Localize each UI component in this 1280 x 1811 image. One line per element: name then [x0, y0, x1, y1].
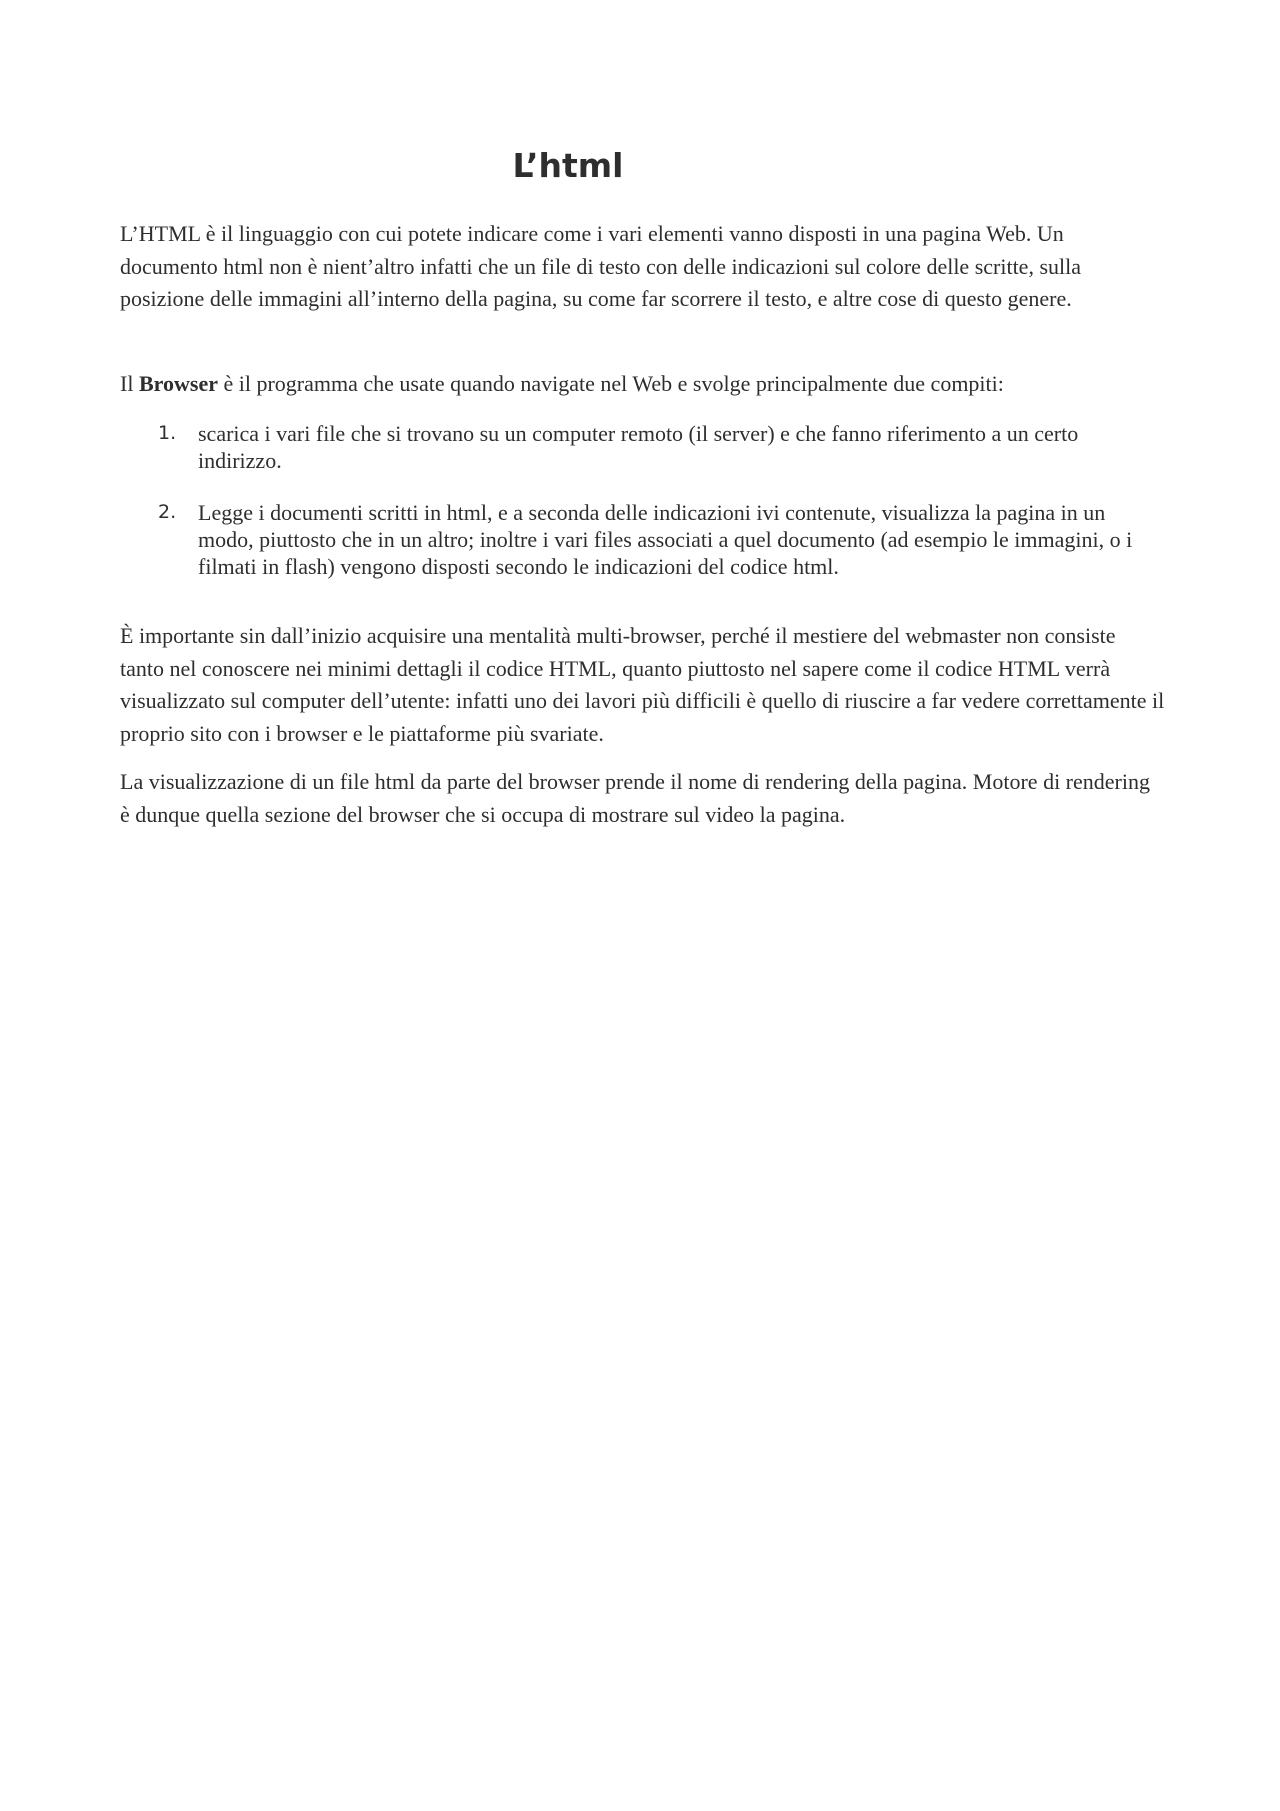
list-item-number: 2. [158, 501, 177, 523]
list-item-number: 1. [158, 422, 177, 444]
page-title: L’html [512, 146, 624, 185]
browser-tasks-list [120, 420, 1165, 580]
multi-browser-paragraph: È importante sin dall’inizio acquisire una mentalità multi-browser, perché il mestiere del webmaster non consiste tanto nel conoscere nei minimi dettagli il codice HTML, quanto piuttosto nel sapere come il codice HTML verrà visualizzato sul computer dell’utente: infatti uno dei lavori più difficili è quello di riuscire a far vedere correttamente il proprio sito con i browser e le piattaforme più svariate. [120, 623, 1165, 746]
browser-term: Browser [138, 371, 218, 396]
list-item-text: Legge i documenti scritti in html, e a seconda delle indicazioni ivi contenute, visualizza la pagina in un modo, piuttosto che in un altro; inoltre i vari files associati a quel documento (ad esempio le immagini, o i filmati in flash) vengono disposti secondo le indicazioni del codice html. [198, 500, 1133, 579]
rendering-paragraph: La visualizzazione di un file html da parte del browser prende il nome di rendering della pagina. Motore di rendering è dunque quella sezione del browser che si occupa di mostrare sul video la pagina. [120, 769, 1150, 827]
browser-paragraph-suffix: è il programma che usate quando navigate nel Web e svolge principalmente due compiti: [217, 371, 1004, 396]
list-item [120, 499, 1165, 580]
browser-paragraph [120, 368, 1165, 400]
list-item [120, 420, 1165, 474]
intro-paragraph: L’HTML è il linguaggio con cui potete indicare come i vari elementi vanno disposti in una pagina Web. Un documento html non è nient’altro infatti che un file di testo con delle indicazioni sul colore delle scritte, sulla posizione delle immagini all’interno della pagina, su come far scorrere il testo, e altre cose di questo genere. [120, 221, 1081, 311]
list-item-text: scarica i vari file che si trovano su un computer remoto (il server) e che fanno riferimento a un certo indirizzo. [198, 421, 1079, 473]
browser-paragraph-prefix: Il [120, 371, 139, 396]
